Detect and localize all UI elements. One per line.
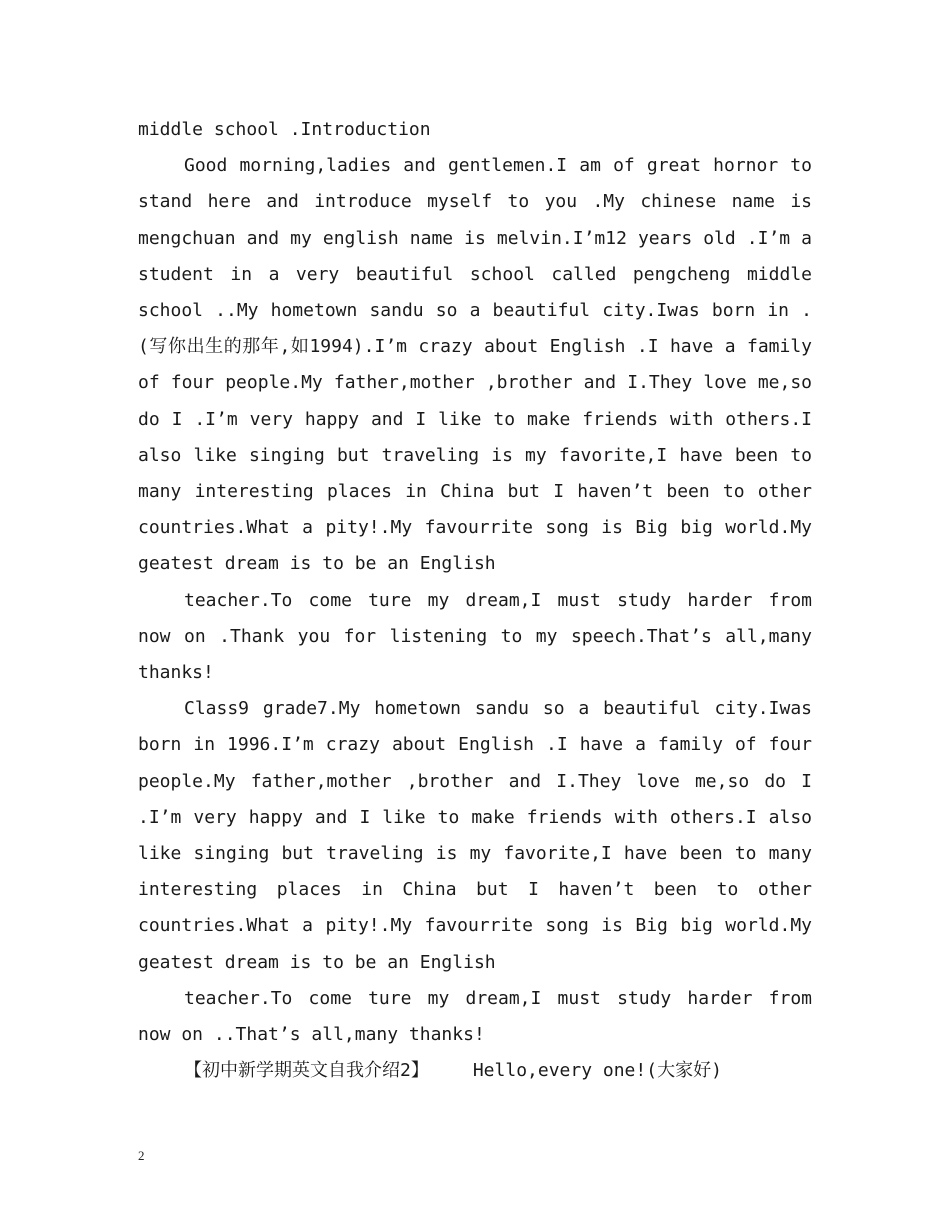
- paragraph-introduction-2: Class9 grade7.My hometown sandu so a beautiful city.Iwas born in 1996.I’m crazy about English .I have a family of four people.My father,mother ,brother and I.They love me,so do I .I’m very happy and I like to make friends with others.I also like singing but traveling is my favorite,I have been to many interesting places in China but I haven’t been to other countries.What a pity!.My favourrite song is Big big world.My geatest dream is to be an English: [138, 698, 812, 973]
- page-number: 2: [138, 1148, 145, 1163]
- paragraph-introduction-1: Good morning,ladies and gentlemen.I am of great hornor to stand here and introduce myself to you .My chinese name is mengchuan and my english name is melvin.I’m12 years old .I’m a student in a very beautiful school called pengcheng middle school ..My hometown sandu so a beautiful city.Iwas born in .(写你出生的那年,如1994).I’m crazy about English .I have a family of four people.My father,mother ,brother and I.They love me,so do I .I’m very happy and I like to make friends with others.I also like singing but traveling is my favorite,I have been to many interesting places in China but I haven’t been to other countries.What a pity!.My favourrite song is Big big world.My geatest dream is to be an English: [138, 155, 812, 575]
- document-body: [138, 112, 812, 1089]
- paragraph-introduction-closing-2: teacher.To come ture my dream,I must study harder from now on ..That’s all,many thanks!: [138, 987, 812, 1046]
- greeting-text: Hello,every one!(大家好): [472, 1060, 722, 1082]
- section-heading: 【初中新学期英文自我介绍2】: [184, 1060, 429, 1082]
- paragraph-introduction-closing-1: teacher.To come ture my dream,I must study harder from now on .Thank you for listening to my speech.That’s all,many thanks!: [138, 589, 812, 684]
- section-heading-line: [138, 1053, 812, 1089]
- paragraph-intro-heading: middle school .Introduction: [138, 119, 431, 140]
